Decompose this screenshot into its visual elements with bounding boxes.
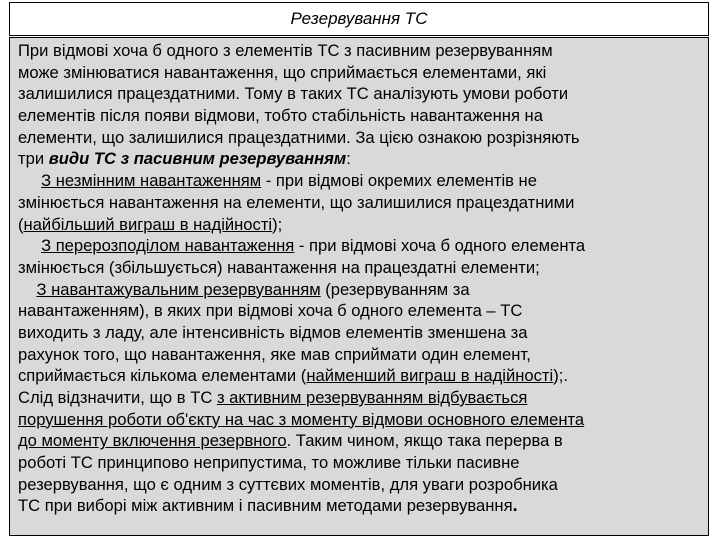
text-line	[18, 214, 702, 236]
text-line	[18, 409, 702, 431]
text-line	[18, 300, 702, 322]
text-line	[18, 279, 702, 301]
text-span: роботі ТС принципово неприпустима, то можливе тільки пасивне	[18, 453, 520, 473]
term-active-redundancy-cont: порушення роботи об'єкту на час з моменту відмови основного елемента	[18, 409, 585, 429]
text-line	[18, 170, 702, 192]
text-span: (резервуванням за	[320, 279, 470, 299]
text-span: - при відмові окремих елементів не	[261, 171, 537, 191]
text-span: три	[18, 149, 49, 169]
text-line	[18, 148, 702, 170]
indent	[18, 280, 36, 299]
text-span: навантаженням), в яких при відмові хоча б одного елемента – ТС	[18, 301, 523, 321]
text-line	[18, 365, 702, 387]
text-line	[18, 192, 702, 214]
indent	[18, 171, 41, 190]
text-span: );.	[553, 366, 568, 386]
text-span: Слід відзначити, що в ТС	[18, 388, 217, 407]
text-line	[18, 387, 702, 409]
text-body	[9, 37, 709, 536]
text-line	[18, 62, 702, 84]
text-span: елементи, що залишилися працездатними. За цією ознакою розрізняють	[18, 127, 580, 147]
text-line	[18, 322, 702, 344]
text-line	[18, 40, 702, 62]
text-line	[18, 495, 702, 517]
text-line	[18, 105, 702, 127]
text-span: - при відмові хоча б одного елемента	[294, 236, 586, 256]
text-span: );	[272, 214, 283, 234]
term-constant-load: З незмінним навантаженням	[41, 171, 262, 191]
slide-title-text: Резервування ТС	[290, 9, 428, 28]
text-span: може змінюватися навантаження, що сприймається елементами, які	[18, 62, 547, 82]
text-line	[18, 235, 702, 257]
term-active-redundancy-end: до моменту включення резервного	[18, 431, 287, 451]
text-span: виходить з ладу, але інтенсивність відмов елементів зменшена за	[18, 322, 528, 342]
text-line	[18, 474, 702, 496]
term-redistribution: З перерозподілом навантаження	[41, 236, 295, 256]
term-load-redundancy: З навантажувальним резервуванням	[36, 279, 321, 299]
slide-title	[9, 2, 709, 36]
text-line	[18, 257, 702, 279]
text-span: ТС при виборі між активним і пасивним методами резервування	[18, 496, 513, 516]
term-min-gain: найменший виграш в надійності	[306, 366, 554, 386]
text-span: змінюється (збільшується) навантаження на працездатні елементи;	[18, 257, 540, 277]
text-span: залишилися працездатними. Тому в таких ТС аналізують умови роботи	[18, 84, 569, 104]
emphasis-types: види ТС з пасивним резервуванням	[48, 149, 347, 169]
text-span: рахунок того, що навантаження, яке мав сприймати один елемент,	[18, 344, 531, 364]
text-span: сприймається кількома елементами (	[18, 366, 307, 386]
indent	[18, 236, 41, 255]
text-span: . Таким чином, якщо така перерва в	[286, 431, 563, 451]
text-span: резервування, що є одним з суттєвих моментів, для уваги розробника	[18, 474, 558, 494]
text-line	[18, 83, 702, 105]
text-line	[18, 452, 702, 474]
text-span: :	[346, 149, 351, 169]
text-span: елементів після появи відмови, тобто стабільність навантаження на	[18, 106, 543, 126]
term-active-redundancy: з активним резервуванням відбувається	[216, 388, 528, 407]
text-line	[18, 127, 702, 149]
text-line	[18, 430, 702, 452]
text-span: змінюється навантаження на елементи, що залишилися працездатними	[18, 192, 575, 212]
text-span: При відмові хоча б одного з елементів ТС з пасивним резервуванням	[18, 41, 553, 60]
final-period: .	[512, 495, 518, 516]
text-line	[18, 344, 702, 366]
term-max-gain: найбільший виграш в надійності	[23, 214, 273, 234]
text-span: (	[18, 214, 24, 234]
